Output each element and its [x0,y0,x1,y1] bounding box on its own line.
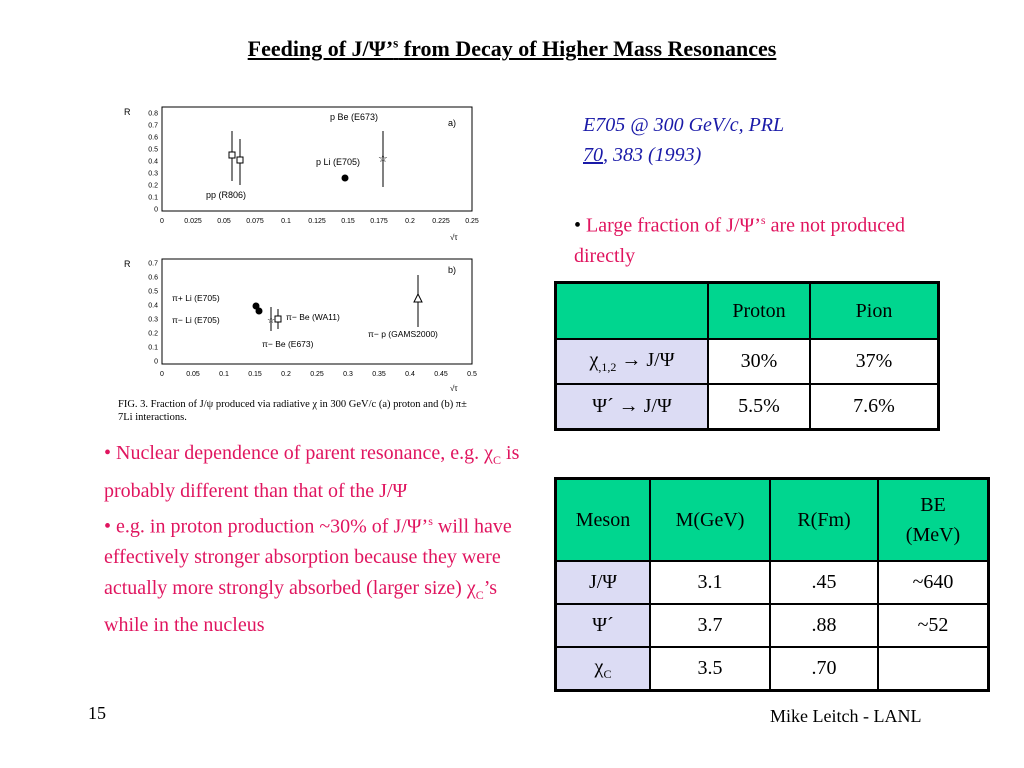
panel-b-label-piminus-li: π− Li (E705) [172,315,220,325]
t2-cell: 3.5 [650,647,770,691]
x-tick-label: 0.3 [343,371,353,378]
x-tick-label: 0 [160,218,164,225]
panel-b-label-e673: π− Be (E673) [262,339,314,349]
panel-b-yticks [148,261,158,366]
panel-a-plot [124,107,479,242]
panel-a-ylabel: R [124,107,131,117]
t1-cell: 5.5% [708,384,810,430]
y-tick-label: 0.8 [148,110,158,118]
t1-header-pion: Pion [810,283,939,340]
panel-b-label-wa11: π− Be (WA11) [286,312,340,322]
panel-b-point-piminus [256,308,263,315]
panel-b-xticks [160,371,477,378]
y-tick-label: 0.5 [148,288,158,296]
reference-line1: E705 @ 300 GeV/c, PRL [583,114,785,136]
x-tick-label: 0.4 [405,371,415,378]
panel-a-xlabel: √τ [450,233,458,242]
figure-caption-wrap [118,398,480,438]
panel-a-label-pbe: p Be (E673) [330,112,379,122]
bullet-proton-production: • e.g. in proton production ~30% of J/Ψ’$^s$ will have effectively stronger absorption because they were actually more strongly absorbed (larger size) $\chi_C’s$ while in the nucleus [104,514,512,637]
x-tick-label: 0.05 [217,218,231,225]
panel-b-ylabel: R [124,259,131,269]
t1-header-empty [556,283,709,340]
reference-line2: 70, 383 (1993) [583,144,702,166]
radiative-chi-fraction-figure [110,95,480,440]
x-tick-label: 0.1 [219,371,229,378]
y-tick-label: 0 [154,358,158,366]
t1-cell: 30% [708,339,810,384]
x-tick-label: 0.25 [465,218,479,225]
x-tick-label: 0.2 [405,218,415,225]
t2-cell: ~640 [878,561,989,604]
x-tick-label: 0.35 [372,371,386,378]
slide-title: Feeding of J/Ψ’$^s$ from Decay of Higher Mass Resonances [247,36,777,62]
t1-header-proton: Proton [708,283,810,340]
x-tick-label: 0.125 [308,218,326,225]
panel-a-xticks [160,218,479,225]
t2-cell: .70 [770,647,878,691]
t2-cell: .88 [770,604,878,647]
x-tick-label: 0.175 [370,218,388,225]
panel-b-point-e673: ☆ [267,315,276,325]
t2-cell: .45 [770,561,878,604]
y-tick-label: 0.6 [148,134,158,142]
bullet-large-fraction: • Large fraction of J/Ψ’$^s$ are not produced directly [574,213,905,267]
x-tick-label: 0.15 [248,371,262,378]
x-tick-label: 0.45 [434,371,448,378]
reference-citation [583,110,784,170]
meson-properties-table [554,477,990,692]
t2-header-mass: M(GeV) [650,479,770,562]
x-tick-label: 0.5 [467,371,477,378]
panel-a-point-pp1 [229,152,235,158]
bullets-nuclear-dependence [104,438,544,641]
y-tick-label: 0.7 [148,260,158,268]
y-tick-label: 0.4 [148,302,158,310]
t2-row-psiprime-label: Ψ´ [556,604,651,647]
t2-row-chic-label: $\chi_C$ [556,647,651,691]
panel-b-point-wa11 [275,316,281,322]
t1-row-chi-label: $\chi_{,1,2} \to J/\Psi$ [556,339,709,384]
panel-a-tag: a) [448,118,457,128]
x-tick-label: 0.225 [432,218,450,225]
y-tick-label: 0.4 [148,158,158,166]
y-tick-label: 0.1 [148,194,158,202]
y-tick-label: 0.6 [148,274,158,282]
t2-header-radius: R(Fm) [770,479,878,562]
panel-a-point-pbe: ☆ [378,153,388,165]
t2-cell: 3.1 [650,561,770,604]
t2-header-meson: Meson [556,479,651,562]
x-tick-label: 0.1 [281,218,291,225]
feeding-fraction-table [554,281,940,431]
figure-caption: FIG. 3. Fraction of J/ψ produced via radiative χ in 300 GeV/c (a) proton and (b) π± 7Li interactions. [118,399,467,423]
y-tick-label: 0.1 [148,344,158,352]
y-tick-label: 0.2 [148,182,158,190]
x-tick-label: 0.2 [281,371,291,378]
page-number: 15 [88,703,106,723]
author-footer: Mike Leitch - LANL [770,706,922,726]
panel-b-tag: b) [448,265,457,275]
x-tick-label: 0.25 [310,371,324,378]
x-tick-label: 0.05 [186,371,200,378]
t1-cell: 37% [810,339,939,384]
t2-cell [878,647,989,691]
x-tick-label: 0.025 [184,218,202,225]
t2-header-be: BE (MeV) [878,479,989,562]
t1-row-psiprime-label: Ψ´ → J/Ψ [556,384,709,430]
y-tick-label: 0 [154,206,158,214]
panel-b-point-gams [414,294,422,302]
panel-b-plot [124,259,477,393]
y-tick-label: 0.7 [148,122,158,130]
panel-b-xlabel: √τ [450,384,458,393]
x-tick-label: 0.075 [246,218,264,225]
t1-cell: 7.6% [810,384,939,430]
panel-a-label-pp: pp (R806) [206,190,247,200]
panel-a-yticks [148,111,158,214]
panel-a-point-pp2 [237,157,243,163]
x-tick-label: 0 [160,371,164,378]
y-tick-label: 0.5 [148,146,158,154]
bullet-nuclear: • Nuclear dependence of parent resonance, e.g. $\chi_C$ is probably different than that of the J/Ψ [104,442,520,502]
panel-b-label-gams: π− p (GAMS2000) [368,329,438,339]
t2-cell: 3.7 [650,604,770,647]
y-tick-label: 0.3 [148,170,158,178]
t2-row-jpsi-label: J/Ψ [556,561,651,604]
t2-cell: ~52 [878,604,989,647]
y-tick-label: 0.3 [148,316,158,324]
x-tick-label: 0.15 [341,218,355,225]
y-tick-label: 0.2 [148,330,158,338]
panel-a-label-pli: p Li (E705) [316,157,361,167]
panel-b-label-piplus: π+ Li (E705) [172,293,220,303]
